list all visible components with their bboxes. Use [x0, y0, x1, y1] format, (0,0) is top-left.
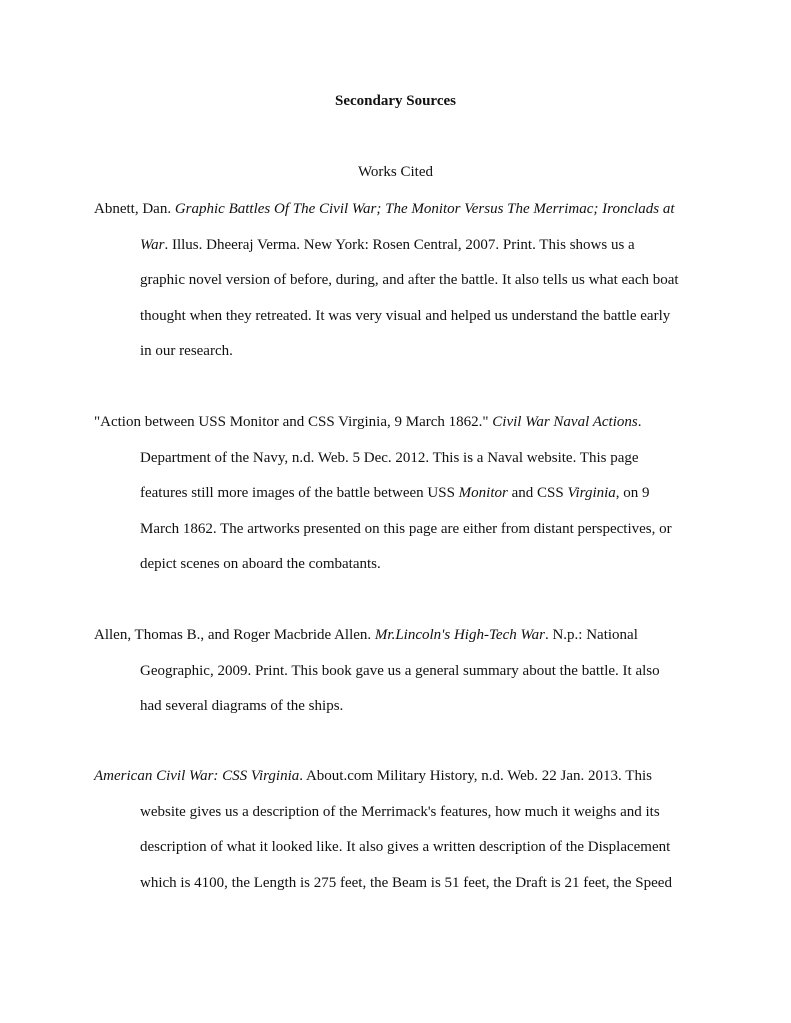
citation-entry	[94, 618, 700, 725]
citation-continuation-line: Geographic, 2009. Print. This book gave us a general summary about the battle. It also	[140, 662, 660, 679]
citation-continuation-line: March 1862. The artworks presented on this page are either from distant perspectives, or	[140, 520, 672, 537]
citation-continuation-line: thought when they retreated. It was very visual and helped us understand the battle early	[140, 307, 671, 324]
citation-continuation-line: had several diagrams of the ships.	[140, 698, 344, 715]
italic-title: War	[140, 236, 165, 253]
works-cited-title: Works Cited	[357, 164, 434, 180]
citation-entry	[94, 759, 700, 901]
citation-continuation-line: graphic novel version of before, during, and after the battle. It also tells us what each boat	[140, 272, 679, 289]
citation-first-line: "Action between USS Monitor and CSS Virginia, 9 March 1862." Civil War Naval Actions.	[94, 414, 642, 430]
italic-title: Mr.Lincoln's High-Tech War	[374, 627, 545, 643]
italic-title: American Civil War: CSS Virginia	[94, 768, 300, 784]
citation-continuation-line: website gives us a description of the Merrimack's features, how much it weighs and its	[140, 803, 660, 820]
citation-continuation-line: War. Illus. Dheeraj Verma. New York: Rosen Central, 2007. Print. This shows us a	[140, 236, 635, 253]
italic-title: Civil War Naval Actions	[492, 414, 638, 430]
italic-title: Virginia	[567, 485, 616, 502]
citation-continuation-line: features still more images of the battle between USS Monitor and CSS Virginia, on 9	[140, 485, 650, 502]
citation-first-line: Allen, Thomas B., and Roger Macbride Allen. Mr.Lincoln's High-Tech War. N.p.: National	[94, 627, 638, 643]
section-title: Secondary Sources	[335, 93, 456, 109]
citation-entry	[94, 192, 700, 370]
citation-continuation-line: depict scenes on aboard the combatants.	[140, 556, 381, 573]
citation-continuation-line: in our research.	[140, 343, 233, 360]
italic-title: Graphic Battles Of The Civil War; The Monitor Versus The Merrimac; Ironclads at	[174, 201, 675, 217]
citation-continuation-line: Department of the Navy, n.d. Web. 5 Dec. 2012. This is a Naval website. This page	[140, 449, 639, 466]
citation-first-line: American Civil War: CSS Virginia. About.com Military History, n.d. Web. 22 Jan. 2013. This	[94, 768, 652, 784]
citation-first-line: Abnett, Dan. Graphic Battles Of The Civil War; The Monitor Versus The Merrimac; Ironclads at	[94, 201, 675, 217]
citation-entry	[94, 405, 700, 583]
italic-title: Monitor	[458, 485, 508, 502]
citation-continuation-line: description of what it looked like. It also gives a written description of the Displacement	[140, 839, 671, 856]
citation-continuation-line: which is 4100, the Length is 275 feet, the Beam is 51 feet, the Draft is 21 feet, the Speed	[140, 874, 672, 891]
